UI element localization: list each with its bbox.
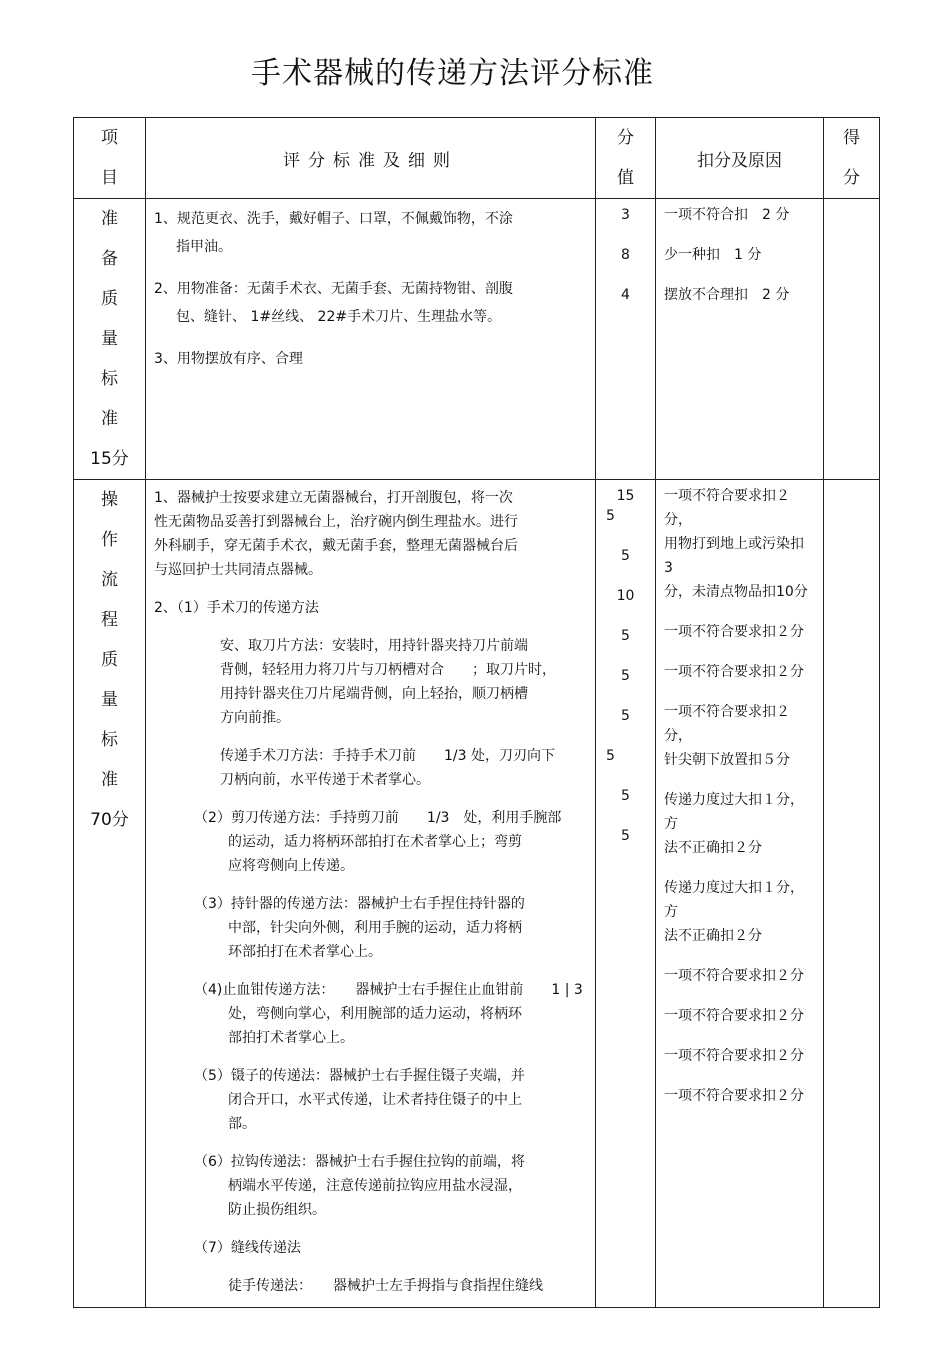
item-char: 15分 [90,449,129,469]
criteria-line: 环部拍打在术者掌心上。 [228,944,382,960]
deduction-text [664,964,817,988]
header-got-char: 分 [843,168,860,188]
criteria-line: 防止损伤组织。 [228,1202,326,1218]
criteria-line: 部。 [228,1116,256,1132]
criteria-paragraph [154,486,587,582]
got-cell [824,480,880,1308]
deduction-line: 法不正确扣２分 [664,840,762,856]
item-char: 70分 [90,810,129,830]
header-item-char: 项 [101,128,118,148]
deduction-line: 一项不符合要求扣２分 [664,1008,804,1024]
criteria-line: 1、规范更衣、洗手，戴好帽子、口罩，不佩戴饰物，不涂 [154,211,513,227]
table-row-operation [74,480,880,1308]
got-cell [824,199,880,480]
deduction-line: 针尖朝下放置扣５分 [664,752,790,768]
score-value: 4 [621,287,630,303]
header-item [74,118,146,199]
deduction-text [664,1044,817,1068]
deduction-line: 一项不符合要求扣２分， [664,704,790,744]
item-char: 量 [101,329,118,349]
criteria-line: 2、（1）手术刀的传递方法 [154,600,319,616]
deduction-line: 一项不符合要求扣２分 [664,968,804,984]
deduction-text [664,484,817,604]
criteria-line: 徒手传递法： 器械护士左手拇指与食指捏住缝线 [228,1278,543,1294]
criteria-line: 处，弯侧向掌心，利用腕部的适力运动，将柄环 [228,1006,522,1022]
score-value: 5 [606,508,615,524]
deduction-text: 一项不符合扣 2 分 [664,207,790,223]
criteria-line: 外科刷手，穿无菌手术衣，戴无菌手套，整理无菌器械台后 [154,538,518,554]
deduction-line: 传递力度过大扣１分，方 [664,880,804,920]
score-value: 5 [621,788,630,804]
deduction-line: 用物打到地上或污染扣 3 [664,536,804,576]
deduction-text [664,1084,817,1108]
criteria-line: 安、取刀片方法：安装时，用持针器夹持刀片前端 [220,638,528,654]
criteria-paragraph [154,1236,587,1260]
criteria-cell [146,199,596,480]
item-char: 作 [101,530,118,550]
header-score [596,118,656,199]
deduction-text: 摆放不合理扣 2 分 [664,287,790,303]
criteria-line: 部拍打术者掌心上。 [228,1030,354,1046]
score-value: 10 [616,588,635,604]
deduction-line: 一项不符合要求扣２分 [664,624,804,640]
criteria-line: 1、器械护士按要求建立无菌器械台，打开剖腹包，将一次 [154,490,513,506]
score-value: 5 [621,548,630,564]
criteria-cell [146,480,596,1308]
item-char: 量 [101,690,118,710]
header-got-char: 得 [843,128,860,148]
criteria-paragraph [154,596,587,620]
item-char: 质 [101,289,118,309]
item-char: 备 [101,249,118,269]
criteria-paragraph [154,1274,587,1298]
header-got [824,118,880,199]
score-cell [596,199,656,480]
score-value: 15 [616,488,635,504]
criteria-line: 中部，针尖向外侧，利用手腕的运动，适力将柄 [228,920,522,936]
criteria-paragraph [154,345,587,373]
criteria-line: 背侧，轻轻用力将刀片与刀柄槽对合 ；取刀片时， [220,662,556,678]
header-score-char: 值 [617,168,634,188]
header-row [74,118,880,199]
criteria-line: （7）缝线传递法 [194,1240,301,1256]
criteria-line: （6）拉钩传递法：器械护士右手握住拉钩的前端，将 [194,1154,525,1170]
deduction-text [664,660,817,684]
criteria-line: 与巡回护士共同清点器械。 [154,562,322,578]
item-char: 标 [101,369,118,389]
deduction-line: 传递力度过大扣１分，方 [664,792,804,832]
criteria-line: 柄端水平传递，注意传递前拉钩应用盐水浸湿， [228,1178,522,1194]
deduction-cell [656,480,824,1308]
item-char: 程 [101,610,118,630]
score-value: 5 [621,668,630,684]
score-value: 5 [606,748,615,764]
deduction-line: 分，未清点物品扣10分 [664,584,808,600]
criteria-paragraph [154,634,587,730]
score-value: 3 [621,207,630,223]
deduction-text [664,700,817,772]
criteria-line: 用持针器夹住刀片尾端背侧，向上轻抬，顺刀柄槽 [220,686,528,702]
deduction-line: 一项不符合要求扣２分 [664,1048,804,1064]
item-char: 流 [101,570,118,590]
item-cell [74,480,146,1308]
item-cell [74,199,146,480]
deduction-line: 一项不符合要求扣２分 [664,664,804,680]
header-score-char: 分 [617,128,634,148]
criteria-line: 3、用物摆放有序、合理 [154,351,303,367]
criteria-paragraph [154,205,587,261]
criteria-paragraph [154,978,587,1050]
criteria-line: 应将弯侧向上传递。 [228,858,354,874]
criteria-line: 包、缝针、 1#丝线、 22#手术刀片、生理盐水等。 [176,309,502,325]
criteria-line: 2、用物准备：无菌手术衣、无菌手套、无菌持物钳、剖腹 [154,281,513,297]
criteria-line: （4)止血钳传递方法： 器械护士右手握住止血钳前 1 | 3 [194,982,583,998]
header-deduction: 扣分及原因 [656,118,824,199]
item-char: 准 [101,409,118,429]
criteria-paragraph [154,806,587,878]
criteria-line: 方向前推。 [220,710,290,726]
table-row-preparation [74,199,880,480]
deduction-line: 一项不符合要求扣２分， [664,488,790,528]
criteria-paragraph [154,892,587,964]
criteria-line: 刀柄向前，水平传递于术者掌心。 [220,772,430,788]
criteria-line: （5）镊子的传递法：器械护士右手握住镊子夹端，并 [194,1068,525,1084]
criteria-line: 性无菌物品妥善打到器械台上，治疗碗内倒生理盐水。进行 [154,514,518,530]
deduction-text: 少一种扣 1 分 [664,247,762,263]
item-char: 质 [101,650,118,670]
deduction-text [664,788,817,860]
item-char: 准 [101,770,118,790]
criteria-line: 的运动，适力将柄环部拍打在术者掌心上；弯剪 [228,834,522,850]
deduction-line: 法不正确扣２分 [664,928,762,944]
score-cell [596,480,656,1308]
score-value: 5 [621,628,630,644]
criteria-paragraph [154,275,587,331]
criteria-paragraph [154,1064,587,1136]
criteria-line: 闭合开口，水平式传递，让术者持住镊子的中上 [228,1092,522,1108]
header-item-char: 目 [101,168,118,188]
deduction-cell [656,199,824,480]
score-value: 5 [621,828,630,844]
deduction-text [664,876,817,948]
item-char: 操 [101,490,118,510]
item-char: 标 [101,730,118,750]
criteria-paragraph [154,744,587,792]
page-title: 手术器械的传递方法评分标准 [251,56,654,91]
item-char: 准 [101,209,118,229]
header-criteria: 评分标准及细则 [146,118,596,199]
criteria-line: （3）持针器的传递方法：器械护士右手捏住持针器的 [194,896,525,912]
criteria-line: 指甲油。 [176,239,232,255]
score-value: 8 [621,247,630,263]
criteria-line: 传递手术刀方法：手持手术刀前 1/3 处，刀刃向下 [220,748,555,764]
deduction-text [664,1004,817,1028]
deduction-text [664,620,817,644]
criteria-paragraph [154,1150,587,1222]
criteria-line: （2）剪刀传递方法：手持剪刀前 1/3 处，利用手腕部 [194,810,562,826]
deduction-line: 一项不符合要求扣２分 [664,1088,804,1104]
scoring-table [73,117,880,1308]
score-value: 5 [621,708,630,724]
